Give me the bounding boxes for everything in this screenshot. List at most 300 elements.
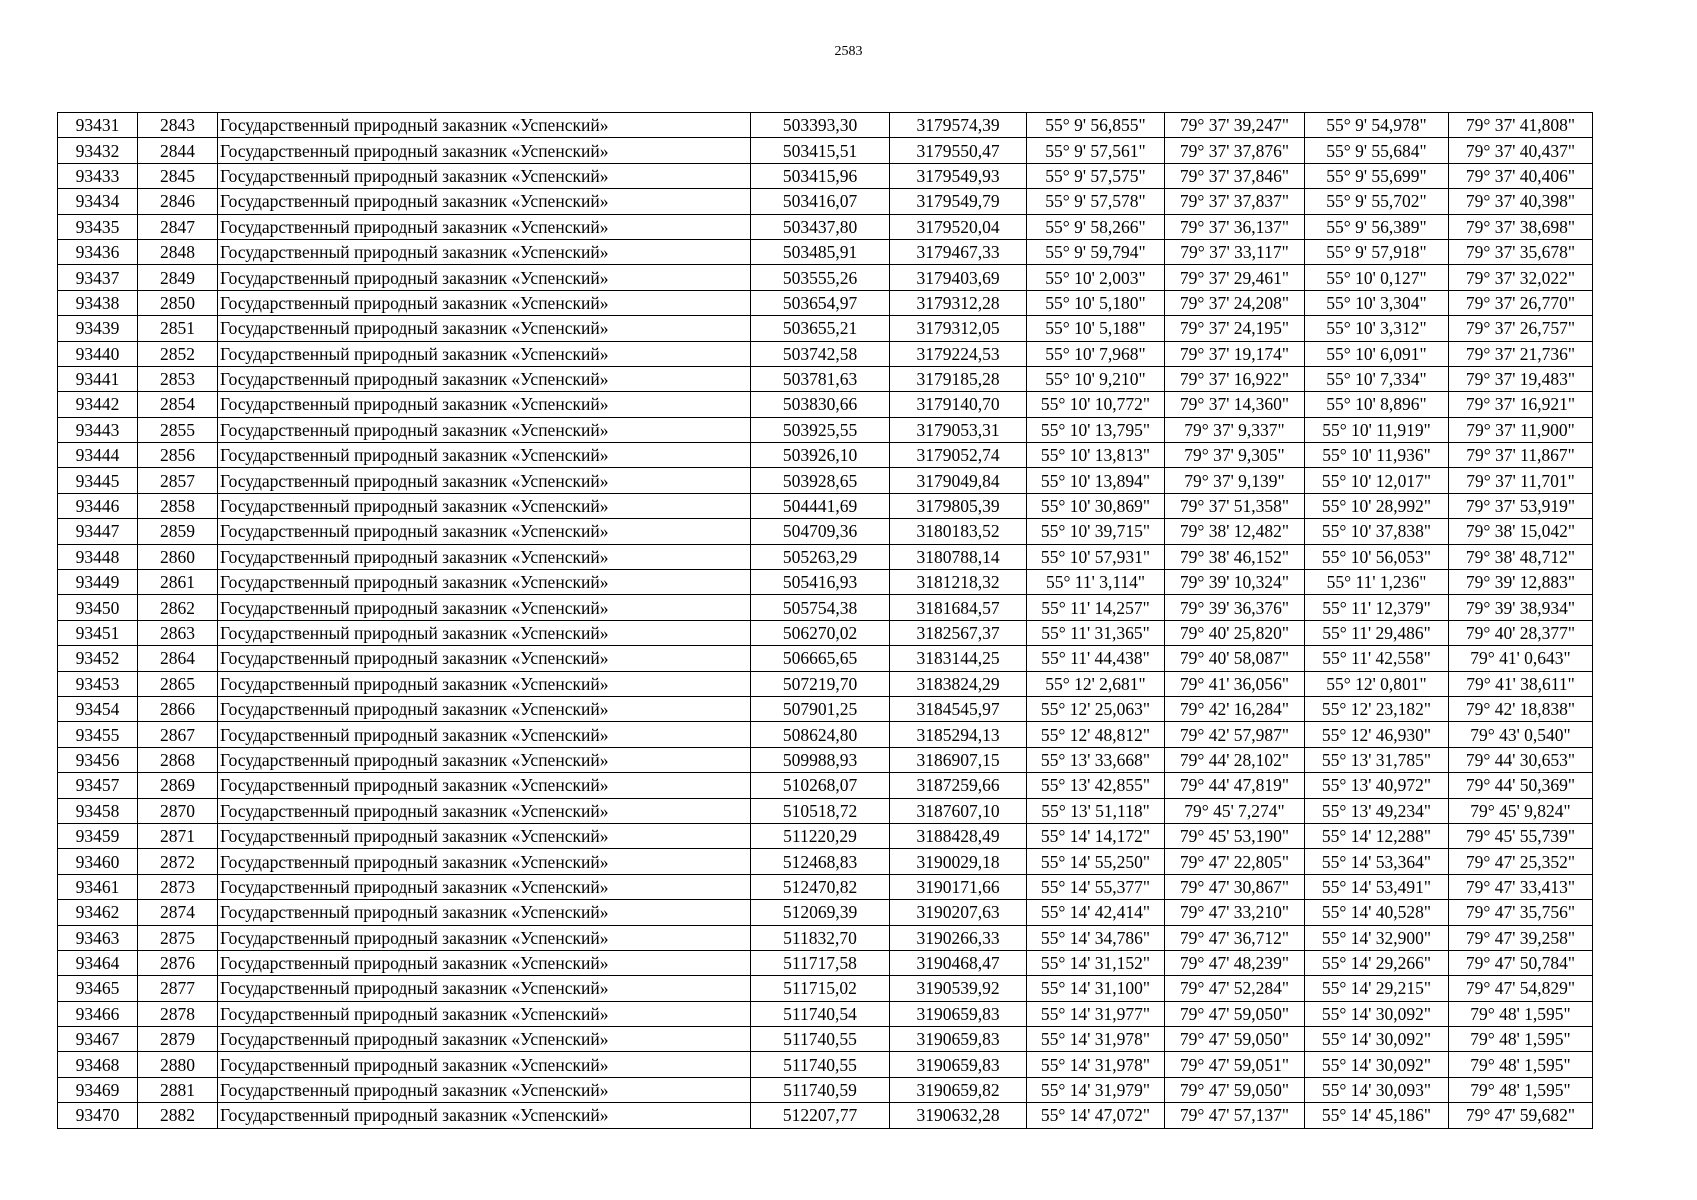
coord-y-cell: 3188428,49: [890, 823, 1027, 848]
territory-name-cell: Государственный природный заказник «Успенский»: [218, 976, 751, 1001]
latitude-2-cell: 55° 11' 1,236": [1305, 570, 1449, 595]
point-number-cell: 2881: [138, 1077, 218, 1102]
territory-name-cell: Государственный природный заказник «Успенский»: [218, 874, 751, 899]
longitude-2-cell: 79° 43' 0,540": [1449, 722, 1593, 747]
point-number-cell: 2851: [138, 316, 218, 341]
table-body: [58, 113, 1593, 1129]
coord-y-cell: 3190659,83: [890, 1001, 1027, 1026]
latitude-2-cell: 55° 9' 56,389": [1305, 214, 1449, 239]
latitude-2-cell: 55° 10' 3,304": [1305, 290, 1449, 315]
record-number-cell: 93453: [58, 671, 138, 696]
table-row: [58, 570, 1593, 595]
latitude-1-cell: 55° 9' 58,266": [1027, 214, 1165, 239]
longitude-2-cell: 79° 37' 26,770": [1449, 290, 1593, 315]
table-row: [58, 950, 1593, 975]
longitude-1-cell: 79° 38' 12,482": [1165, 519, 1305, 544]
record-number-cell: 93465: [58, 976, 138, 1001]
coord-y-cell: 3179312,28: [890, 290, 1027, 315]
coord-x-cell: 511832,70: [751, 925, 890, 950]
latitude-2-cell: 55° 10' 28,992": [1305, 493, 1449, 518]
longitude-2-cell: 79° 37' 11,867": [1449, 443, 1593, 468]
longitude-1-cell: 79° 37' 9,337": [1165, 417, 1305, 442]
point-number-cell: 2874: [138, 900, 218, 925]
record-number-cell: 93446: [58, 493, 138, 518]
latitude-2-cell: 55° 14' 30,093": [1305, 1077, 1449, 1102]
record-number-cell: 93469: [58, 1077, 138, 1102]
coord-y-cell: 3190468,47: [890, 950, 1027, 975]
coord-x-cell: 506270,02: [751, 620, 890, 645]
table-row: [58, 493, 1593, 518]
latitude-2-cell: 55° 11' 12,379": [1305, 595, 1449, 620]
record-number-cell: 93463: [58, 925, 138, 950]
latitude-1-cell: 55° 10' 30,869": [1027, 493, 1165, 518]
territory-name-cell: Государственный природный заказник «Успенский»: [218, 646, 751, 671]
latitude-2-cell: 55° 14' 12,288": [1305, 823, 1449, 848]
table-row: [58, 163, 1593, 188]
table-row: [58, 849, 1593, 874]
coord-x-cell: 508624,80: [751, 722, 890, 747]
point-number-cell: 2855: [138, 417, 218, 442]
coord-x-cell: 506665,65: [751, 646, 890, 671]
point-number-cell: 2861: [138, 570, 218, 595]
latitude-2-cell: 55° 9' 55,702": [1305, 189, 1449, 214]
latitude-1-cell: 55° 14' 31,979": [1027, 1077, 1165, 1102]
territory-name-cell: Государственный природный заказник «Успенский»: [218, 773, 751, 798]
table-row: [58, 468, 1593, 493]
latitude-2-cell: 55° 10' 7,334": [1305, 366, 1449, 391]
table-row: [58, 747, 1593, 772]
point-number-cell: 2849: [138, 265, 218, 290]
table-row: [58, 696, 1593, 721]
coord-y-cell: 3180788,14: [890, 544, 1027, 569]
point-number-cell: 2879: [138, 1027, 218, 1052]
longitude-2-cell: 79° 37' 40,398": [1449, 189, 1593, 214]
longitude-1-cell: 79° 47' 59,050": [1165, 1027, 1305, 1052]
point-number-cell: 2873: [138, 874, 218, 899]
point-number-cell: 2882: [138, 1103, 218, 1128]
table-row: [58, 138, 1593, 163]
longitude-2-cell: 79° 48' 1,595": [1449, 1052, 1593, 1077]
territory-name-cell: Государственный природный заказник «Успенский»: [218, 823, 751, 848]
territory-name-cell: Государственный природный заказник «Успенский»: [218, 696, 751, 721]
table-row: [58, 823, 1593, 848]
coord-x-cell: 504441,69: [751, 493, 890, 518]
coord-y-cell: 3183144,25: [890, 646, 1027, 671]
table-row: [58, 189, 1593, 214]
longitude-1-cell: 79° 40' 25,820": [1165, 620, 1305, 645]
latitude-2-cell: 55° 10' 0,127": [1305, 265, 1449, 290]
coord-x-cell: 510518,72: [751, 798, 890, 823]
longitude-2-cell: 79° 47' 59,682": [1449, 1103, 1593, 1128]
territory-name-cell: Государственный природный заказник «Успенский»: [218, 417, 751, 442]
latitude-2-cell: 55° 12' 23,182": [1305, 696, 1449, 721]
coord-y-cell: 3180183,52: [890, 519, 1027, 544]
coord-x-cell: 505263,29: [751, 544, 890, 569]
longitude-1-cell: 79° 39' 10,324": [1165, 570, 1305, 595]
table-row: [58, 214, 1593, 239]
latitude-1-cell: 55° 14' 55,250": [1027, 849, 1165, 874]
latitude-1-cell: 55° 9' 57,575": [1027, 163, 1165, 188]
longitude-1-cell: 79° 37' 9,139": [1165, 468, 1305, 493]
longitude-1-cell: 79° 37' 29,461": [1165, 265, 1305, 290]
coord-y-cell: 3179224,53: [890, 341, 1027, 366]
point-number-cell: 2871: [138, 823, 218, 848]
territory-name-cell: Государственный природный заказник «Успенский»: [218, 265, 751, 290]
latitude-1-cell: 55° 14' 42,414": [1027, 900, 1165, 925]
longitude-1-cell: 79° 47' 59,050": [1165, 1077, 1305, 1102]
coord-x-cell: 511220,29: [751, 823, 890, 848]
latitude-1-cell: 55° 12' 2,681": [1027, 671, 1165, 696]
territory-name-cell: Государственный природный заказник «Успенский»: [218, 595, 751, 620]
longitude-2-cell: 79° 37' 53,919": [1449, 493, 1593, 518]
latitude-2-cell: 55° 9' 55,699": [1305, 163, 1449, 188]
record-number-cell: 93462: [58, 900, 138, 925]
longitude-2-cell: 79° 39' 12,883": [1449, 570, 1593, 595]
table-row: [58, 265, 1593, 290]
coordinates-table: [57, 112, 1593, 1129]
longitude-1-cell: 79° 47' 59,051": [1165, 1052, 1305, 1077]
longitude-2-cell: 79° 41' 0,643": [1449, 646, 1593, 671]
coord-x-cell: 503928,65: [751, 468, 890, 493]
latitude-2-cell: 55° 14' 45,186": [1305, 1103, 1449, 1128]
latitude-2-cell: 55° 12' 0,801": [1305, 671, 1449, 696]
territory-name-cell: Государственный природный заказник «Успенский»: [218, 468, 751, 493]
table-row: [58, 1001, 1593, 1026]
point-number-cell: 2854: [138, 392, 218, 417]
point-number-cell: 2852: [138, 341, 218, 366]
point-number-cell: 2862: [138, 595, 218, 620]
longitude-2-cell: 79° 45' 9,824": [1449, 798, 1593, 823]
latitude-1-cell: 55° 14' 34,786": [1027, 925, 1165, 950]
longitude-2-cell: 79° 37' 26,757": [1449, 316, 1593, 341]
longitude-1-cell: 79° 37' 37,876": [1165, 138, 1305, 163]
territory-name-cell: Государственный природный заказник «Успенский»: [218, 519, 751, 544]
territory-name-cell: Государственный природный заказник «Успенский»: [218, 1027, 751, 1052]
latitude-1-cell: 55° 9' 56,855": [1027, 113, 1165, 138]
longitude-2-cell: 79° 48' 1,595": [1449, 1001, 1593, 1026]
table-row: [58, 519, 1593, 544]
latitude-1-cell: 55° 10' 5,188": [1027, 316, 1165, 341]
coord-x-cell: 512069,39: [751, 900, 890, 925]
longitude-1-cell: 79° 37' 24,195": [1165, 316, 1305, 341]
record-number-cell: 93444: [58, 443, 138, 468]
coord-x-cell: 503415,96: [751, 163, 890, 188]
table-row: [58, 1103, 1593, 1128]
longitude-2-cell: 79° 37' 11,900": [1449, 417, 1593, 442]
longitude-1-cell: 79° 47' 36,712": [1165, 925, 1305, 950]
coord-x-cell: 512207,77: [751, 1103, 890, 1128]
table-row: [58, 1052, 1593, 1077]
latitude-2-cell: 55° 14' 32,900": [1305, 925, 1449, 950]
coord-x-cell: 503416,07: [751, 189, 890, 214]
coord-x-cell: 503926,10: [751, 443, 890, 468]
coord-y-cell: 3181684,57: [890, 595, 1027, 620]
table-row: [58, 341, 1593, 366]
record-number-cell: 93436: [58, 239, 138, 264]
coord-y-cell: 3179052,74: [890, 443, 1027, 468]
coord-x-cell: 503655,21: [751, 316, 890, 341]
record-number-cell: 93440: [58, 341, 138, 366]
latitude-1-cell: 55° 10' 39,715": [1027, 519, 1165, 544]
coord-x-cell: 507219,70: [751, 671, 890, 696]
latitude-1-cell: 55° 10' 7,968": [1027, 341, 1165, 366]
longitude-2-cell: 79° 41' 38,611": [1449, 671, 1593, 696]
record-number-cell: 93467: [58, 1027, 138, 1052]
latitude-2-cell: 55° 14' 53,364": [1305, 849, 1449, 874]
record-number-cell: 93434: [58, 189, 138, 214]
record-number-cell: 93445: [58, 468, 138, 493]
coord-x-cell: 505416,93: [751, 570, 890, 595]
coord-x-cell: 512468,83: [751, 849, 890, 874]
territory-name-cell: Государственный природный заказник «Успенский»: [218, 1077, 751, 1102]
longitude-1-cell: 79° 37' 36,137": [1165, 214, 1305, 239]
territory-name-cell: Государственный природный заказник «Успенский»: [218, 493, 751, 518]
latitude-1-cell: 55° 10' 2,003": [1027, 265, 1165, 290]
coord-x-cell: 507901,25: [751, 696, 890, 721]
longitude-2-cell: 79° 37' 35,678": [1449, 239, 1593, 264]
latitude-1-cell: 55° 13' 51,118": [1027, 798, 1165, 823]
longitude-1-cell: 79° 37' 24,208": [1165, 290, 1305, 315]
latitude-1-cell: 55° 14' 31,152": [1027, 950, 1165, 975]
territory-name-cell: Государственный природный заказник «Успенский»: [218, 1103, 751, 1128]
record-number-cell: 93468: [58, 1052, 138, 1077]
longitude-2-cell: 79° 37' 38,698": [1449, 214, 1593, 239]
table-row: [58, 595, 1593, 620]
latitude-2-cell: 55° 13' 49,234": [1305, 798, 1449, 823]
coord-y-cell: 3190659,83: [890, 1027, 1027, 1052]
point-number-cell: 2868: [138, 747, 218, 772]
point-number-cell: 2846: [138, 189, 218, 214]
territory-name-cell: Государственный природный заказник «Успенский»: [218, 341, 751, 366]
record-number-cell: 93450: [58, 595, 138, 620]
point-number-cell: 2856: [138, 443, 218, 468]
longitude-1-cell: 79° 47' 59,050": [1165, 1001, 1305, 1026]
latitude-1-cell: 55° 13' 33,668": [1027, 747, 1165, 772]
coord-x-cell: 504709,36: [751, 519, 890, 544]
longitude-1-cell: 79° 41' 36,056": [1165, 671, 1305, 696]
point-number-cell: 2845: [138, 163, 218, 188]
point-number-cell: 2847: [138, 214, 218, 239]
longitude-2-cell: 79° 44' 30,653": [1449, 747, 1593, 772]
record-number-cell: 93464: [58, 950, 138, 975]
longitude-2-cell: 79° 37' 40,437": [1449, 138, 1593, 163]
longitude-2-cell: 79° 45' 55,739": [1449, 823, 1593, 848]
territory-name-cell: Государственный природный заказник «Успенский»: [218, 189, 751, 214]
coord-x-cell: 503654,97: [751, 290, 890, 315]
latitude-2-cell: 55° 14' 30,092": [1305, 1001, 1449, 1026]
coord-y-cell: 3179574,39: [890, 113, 1027, 138]
record-number-cell: 93457: [58, 773, 138, 798]
latitude-2-cell: 55° 14' 29,266": [1305, 950, 1449, 975]
latitude-2-cell: 55° 9' 55,684": [1305, 138, 1449, 163]
latitude-2-cell: 55° 14' 30,092": [1305, 1052, 1449, 1077]
coord-x-cell: 503437,80: [751, 214, 890, 239]
record-number-cell: 93435: [58, 214, 138, 239]
latitude-1-cell: 55° 14' 14,172": [1027, 823, 1165, 848]
point-number-cell: 2866: [138, 696, 218, 721]
coord-x-cell: 503781,63: [751, 366, 890, 391]
point-number-cell: 2859: [138, 519, 218, 544]
longitude-2-cell: 79° 37' 32,022": [1449, 265, 1593, 290]
coord-y-cell: 3179550,47: [890, 138, 1027, 163]
territory-name-cell: Государственный природный заказник «Успенский»: [218, 747, 751, 772]
longitude-2-cell: 79° 44' 50,369": [1449, 773, 1593, 798]
latitude-2-cell: 55° 14' 40,528": [1305, 900, 1449, 925]
coord-x-cell: 511740,55: [751, 1027, 890, 1052]
coord-x-cell: 503742,58: [751, 341, 890, 366]
territory-name-cell: Государственный природный заказник «Успенский»: [218, 1052, 751, 1077]
coord-x-cell: 503830,66: [751, 392, 890, 417]
latitude-1-cell: 55° 13' 42,855": [1027, 773, 1165, 798]
latitude-2-cell: 55° 14' 29,215": [1305, 976, 1449, 1001]
longitude-1-cell: 79° 47' 33,210": [1165, 900, 1305, 925]
territory-name-cell: Государственный природный заказник «Успенский»: [218, 925, 751, 950]
coord-x-cell: 505754,38: [751, 595, 890, 620]
coord-y-cell: 3190659,82: [890, 1077, 1027, 1102]
territory-name-cell: Государственный природный заказник «Успенский»: [218, 950, 751, 975]
longitude-2-cell: 79° 39' 38,934": [1449, 595, 1593, 620]
latitude-1-cell: 55° 10' 5,180": [1027, 290, 1165, 315]
latitude-1-cell: 55° 14' 31,978": [1027, 1027, 1165, 1052]
latitude-2-cell: 55° 9' 57,918": [1305, 239, 1449, 264]
coord-y-cell: 3190029,18: [890, 849, 1027, 874]
latitude-2-cell: 55° 10' 11,919": [1305, 417, 1449, 442]
longitude-1-cell: 79° 37' 39,247": [1165, 113, 1305, 138]
territory-name-cell: Государственный природный заказник «Успенский»: [218, 392, 751, 417]
point-number-cell: 2867: [138, 722, 218, 747]
latitude-1-cell: 55° 11' 14,257": [1027, 595, 1165, 620]
table-row: [58, 1077, 1593, 1102]
point-number-cell: 2863: [138, 620, 218, 645]
record-number-cell: 93439: [58, 316, 138, 341]
coord-x-cell: 503415,51: [751, 138, 890, 163]
record-number-cell: 93448: [58, 544, 138, 569]
record-number-cell: 93456: [58, 747, 138, 772]
coord-y-cell: 3187259,66: [890, 773, 1027, 798]
coord-y-cell: 3190539,92: [890, 976, 1027, 1001]
coord-y-cell: 3184545,97: [890, 696, 1027, 721]
coord-x-cell: 511740,55: [751, 1052, 890, 1077]
point-number-cell: 2844: [138, 138, 218, 163]
longitude-1-cell: 79° 45' 53,190": [1165, 823, 1305, 848]
record-number-cell: 93441: [58, 366, 138, 391]
record-number-cell: 93443: [58, 417, 138, 442]
coord-y-cell: 3179549,93: [890, 163, 1027, 188]
latitude-2-cell: 55° 11' 29,486": [1305, 620, 1449, 645]
longitude-1-cell: 79° 47' 48,239": [1165, 950, 1305, 975]
longitude-1-cell: 79° 42' 57,987": [1165, 722, 1305, 747]
territory-name-cell: Государственный природный заказник «Успенский»: [218, 620, 751, 645]
longitude-1-cell: 79° 47' 30,867": [1165, 874, 1305, 899]
longitude-1-cell: 79° 47' 52,284": [1165, 976, 1305, 1001]
coord-y-cell: 3190632,28: [890, 1103, 1027, 1128]
coord-x-cell: 503925,55: [751, 417, 890, 442]
coord-y-cell: 3190171,66: [890, 874, 1027, 899]
table-row: [58, 874, 1593, 899]
longitude-2-cell: 79° 47' 35,756": [1449, 900, 1593, 925]
latitude-1-cell: 55° 14' 31,978": [1027, 1052, 1165, 1077]
table-row: [58, 417, 1593, 442]
longitude-2-cell: 79° 42' 18,838": [1449, 696, 1593, 721]
territory-name-cell: Государственный природный заказник «Успенский»: [218, 239, 751, 264]
table-row: [58, 1027, 1593, 1052]
coord-x-cell: 503393,30: [751, 113, 890, 138]
latitude-1-cell: 55° 12' 48,812": [1027, 722, 1165, 747]
coord-x-cell: 511740,59: [751, 1077, 890, 1102]
table-row: [58, 925, 1593, 950]
territory-name-cell: Государственный природный заказник «Успенский»: [218, 163, 751, 188]
coord-x-cell: 509988,93: [751, 747, 890, 772]
table-row: [58, 671, 1593, 696]
longitude-2-cell: 79° 37' 16,921": [1449, 392, 1593, 417]
coord-y-cell: 3185294,13: [890, 722, 1027, 747]
latitude-1-cell: 55° 10' 13,894": [1027, 468, 1165, 493]
longitude-2-cell: 79° 48' 1,595": [1449, 1027, 1593, 1052]
longitude-2-cell: 79° 37' 11,701": [1449, 468, 1593, 493]
territory-name-cell: Государственный природный заказник «Успенский»: [218, 138, 751, 163]
longitude-2-cell: 79° 47' 39,258": [1449, 925, 1593, 950]
latitude-2-cell: 55° 10' 56,053": [1305, 544, 1449, 569]
point-number-cell: 2875: [138, 925, 218, 950]
longitude-2-cell: 79° 40' 28,377": [1449, 620, 1593, 645]
territory-name-cell: Государственный природный заказник «Успенский»: [218, 290, 751, 315]
territory-name-cell: Государственный природный заказник «Успенский»: [218, 544, 751, 569]
territory-name-cell: Государственный природный заказник «Успенский»: [218, 671, 751, 696]
longitude-2-cell: 79° 37' 19,483": [1449, 366, 1593, 391]
point-number-cell: 2860: [138, 544, 218, 569]
coord-x-cell: 503485,91: [751, 239, 890, 264]
coord-y-cell: 3190266,33: [890, 925, 1027, 950]
longitude-2-cell: 79° 47' 25,352": [1449, 849, 1593, 874]
table-row: [58, 773, 1593, 798]
point-number-cell: 2858: [138, 493, 218, 518]
latitude-2-cell: 55° 10' 37,838": [1305, 519, 1449, 544]
point-number-cell: 2853: [138, 366, 218, 391]
coord-y-cell: 3179805,39: [890, 493, 1027, 518]
longitude-1-cell: 79° 40' 58,087": [1165, 646, 1305, 671]
coord-x-cell: 512470,82: [751, 874, 890, 899]
coord-y-cell: 3179049,84: [890, 468, 1027, 493]
table-row: [58, 900, 1593, 925]
longitude-1-cell: 79° 42' 16,284": [1165, 696, 1305, 721]
record-number-cell: 93452: [58, 646, 138, 671]
latitude-1-cell: 55° 10' 13,795": [1027, 417, 1165, 442]
latitude-2-cell: 55° 12' 46,930": [1305, 722, 1449, 747]
territory-name-cell: Государственный природный заказник «Успенский»: [218, 900, 751, 925]
record-number-cell: 93455: [58, 722, 138, 747]
coord-x-cell: 511740,54: [751, 1001, 890, 1026]
table-row: [58, 316, 1593, 341]
longitude-1-cell: 79° 37' 37,846": [1165, 163, 1305, 188]
coord-y-cell: 3190207,63: [890, 900, 1027, 925]
latitude-2-cell: 55° 10' 12,017": [1305, 468, 1449, 493]
table-row: [58, 392, 1593, 417]
latitude-2-cell: 55° 10' 8,896": [1305, 392, 1449, 417]
latitude-2-cell: 55° 10' 3,312": [1305, 316, 1449, 341]
record-number-cell: 93432: [58, 138, 138, 163]
coord-y-cell: 3186907,15: [890, 747, 1027, 772]
table-row: [58, 544, 1593, 569]
territory-name-cell: Государственный природный заказник «Успенский»: [218, 366, 751, 391]
longitude-2-cell: 79° 38' 15,042": [1449, 519, 1593, 544]
point-number-cell: 2850: [138, 290, 218, 315]
table-row: [58, 620, 1593, 645]
territory-name-cell: Государственный природный заказник «Успенский»: [218, 570, 751, 595]
longitude-1-cell: 79° 47' 22,805": [1165, 849, 1305, 874]
point-number-cell: 2865: [138, 671, 218, 696]
latitude-1-cell: 55° 10' 57,931": [1027, 544, 1165, 569]
point-number-cell: 2843: [138, 113, 218, 138]
